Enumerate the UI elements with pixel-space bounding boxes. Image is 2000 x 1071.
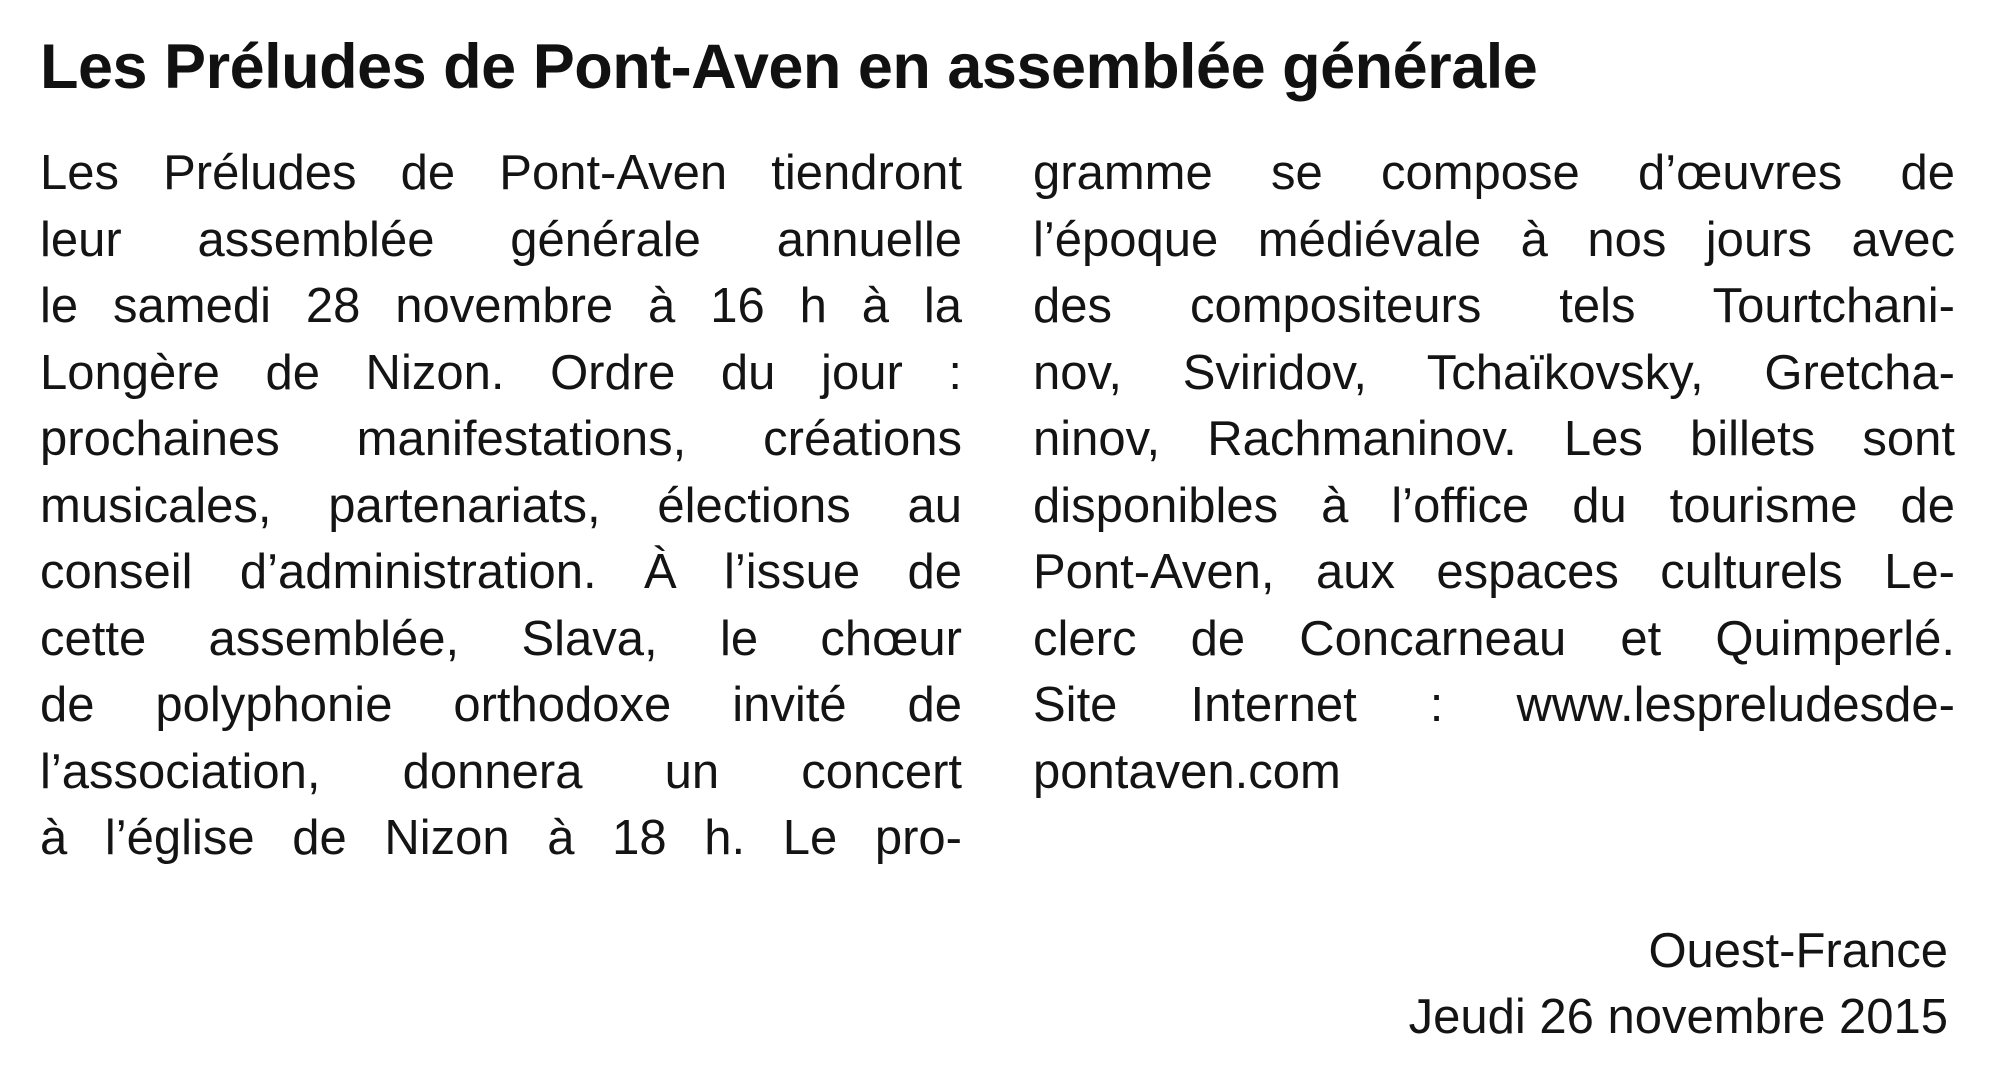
text-line: pontaven.com <box>1033 744 1341 799</box>
text-line: Longère de Nizon. Ordre du jour : <box>40 345 962 400</box>
text-line: cette assemblée, Slava, le chœur <box>40 611 962 666</box>
source-publication: Ouest-France <box>1648 924 1948 978</box>
text-line: leur assemblée générale annuelle <box>40 212 962 267</box>
text-line: le samedi 28 novembre à 16 h à la <box>40 279 962 333</box>
text-line: de polyphonie orthodoxe invité de <box>40 678 962 732</box>
text-line: des compositeurs tels Tourtchani- <box>1033 279 1955 333</box>
text-line: prochaines manifestations, créations <box>40 412 962 466</box>
source-attribution <box>1409 918 1948 1050</box>
text-line: nov, Sviridov, Tchaïkovsky, Gretcha- <box>1033 345 1955 400</box>
text-line: l’association, donnera un concert <box>40 744 962 799</box>
text-line: gramme se compose d’œuvres de <box>1033 146 1955 200</box>
text-line: disponibles à l’office du tourisme de <box>1033 478 1955 533</box>
text-line: ninov, Rachmaninov. Les billets sont <box>1033 412 1955 466</box>
article-column-right <box>1033 140 1955 805</box>
text-line: à l’église de Nizon à 18 h. Le pro- <box>40 811 962 865</box>
text-line: Pont-Aven, aux espaces culturels Le- <box>1033 545 1955 599</box>
text-line: Site Internet : www.lespreludesde- <box>1033 678 1955 732</box>
text-line: conseil d’administration. À l’issue de <box>40 545 962 599</box>
text-line: musicales, partenariats, élections au <box>40 478 962 533</box>
text-line: l’époque médiévale à nos jours avec <box>1033 212 1955 267</box>
article-column-left <box>40 140 962 872</box>
text-line: Les Préludes de Pont-Aven tiendront <box>40 146 962 200</box>
article-headline: Les Préludes de Pont-Aven en assemblée générale <box>40 32 1538 102</box>
text-line: clerc de Concarneau et Quimperlé. <box>1033 611 1955 666</box>
source-date: Jeudi 26 novembre 2015 <box>1408 990 1948 1044</box>
